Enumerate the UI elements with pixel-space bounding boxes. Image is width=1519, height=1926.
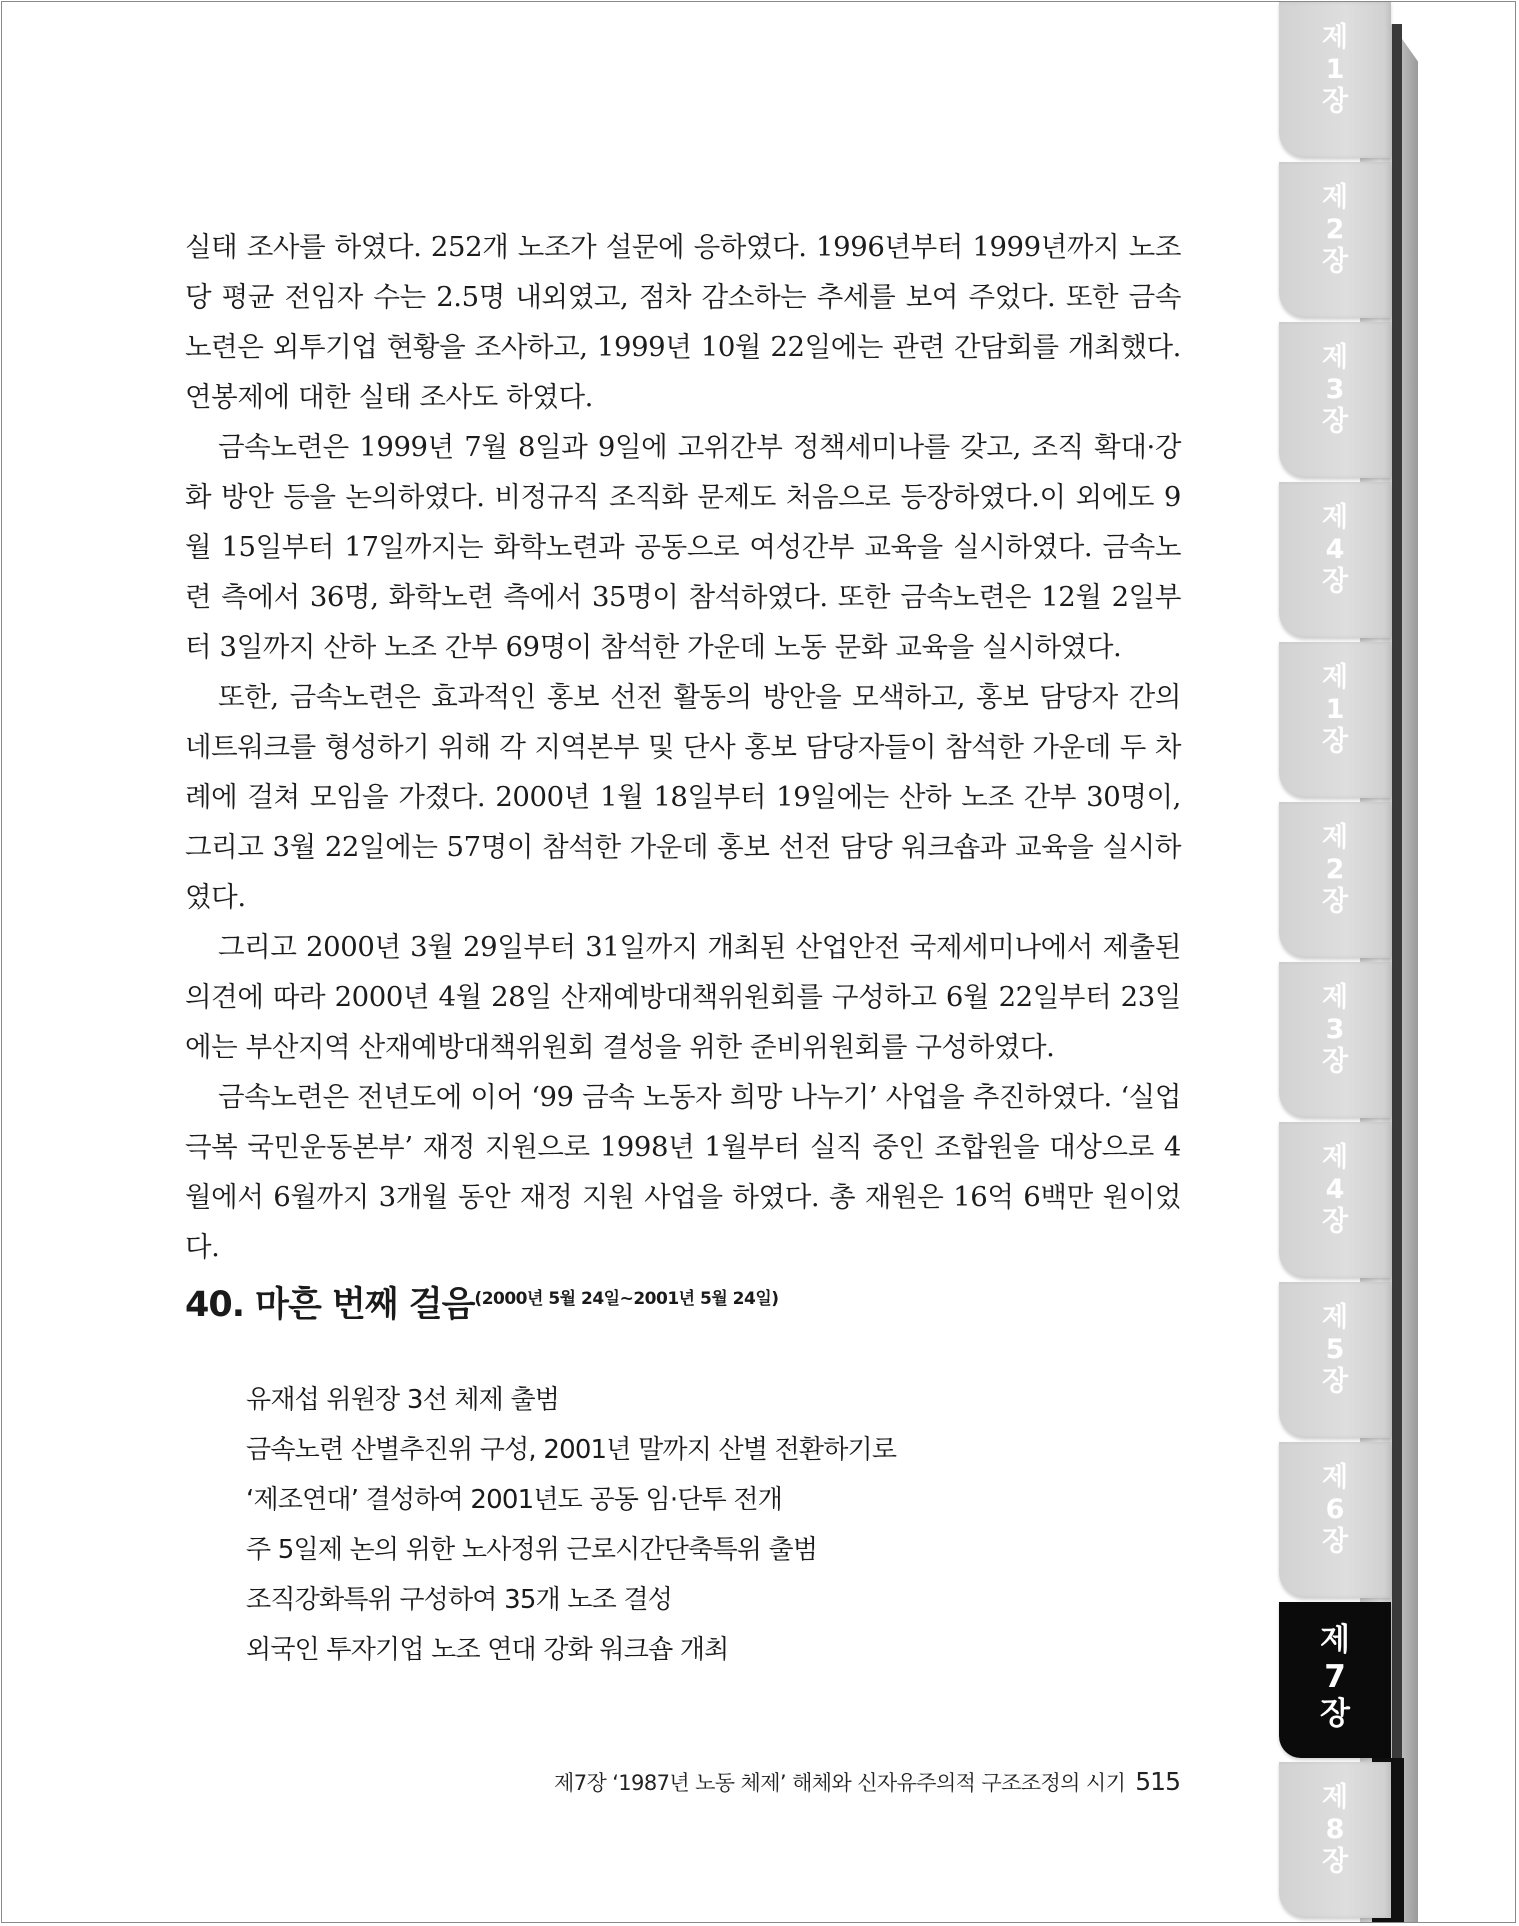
chapter-tab[interactable] (1279, 482, 1391, 638)
summary-item: 조직강화특위 구성하여 35개 노조 결성 (246, 1585, 673, 1615)
chapter-tab-label: 제 (1321, 22, 1349, 53)
section-title: 40. 마흔 번째 걸음 (185, 1285, 475, 1325)
section-summary-list (246, 1375, 896, 1675)
chapter-tab[interactable] (1279, 1762, 1391, 1918)
section-period: (2000년 5월 24일~2001년 5월 24일) (474, 1289, 779, 1309)
chapter-tab-label: 장 (1321, 726, 1349, 757)
summary-item: 금속노련 산별추진위 구성, 2001년 말까지 산별 전환하기로 (246, 1435, 897, 1465)
chapter-tab[interactable] (1279, 962, 1391, 1118)
chapter-tab[interactable] (1279, 1282, 1391, 1438)
summary-item: 유재섭 위원장 3선 체제 출범 (246, 1385, 560, 1415)
chapter-tab-label: 제 (1321, 822, 1349, 853)
chapter-tab-label: 장 (1321, 1366, 1349, 1397)
body-text (185, 222, 1181, 1272)
chapter-tab-label: 장 (1320, 1696, 1350, 1732)
chapter-tab[interactable] (1279, 2, 1391, 158)
chapter-tab-label: 2 (1325, 214, 1345, 245)
chapter-tab[interactable] (1279, 642, 1391, 798)
paragraph: 그리고 2000년 3월 29일부터 31일까지 개최된 산업안전 국제세미나에서 제출된 의견에 따라 2000년 4월 28일 산재예방대책위원회를 구성하고 6월 22일부터 23일에는 부산지역 산재예방대책위원회 결성을 위한 준비위원회를 구성하였다. (185, 931, 1181, 1063)
chapter-tab-label: 제 (1321, 982, 1349, 1013)
chapter-tab[interactable] (1279, 1602, 1391, 1758)
chapter-tab-label: 장 (1321, 246, 1349, 277)
chapter-tab-label: 3 (1325, 374, 1345, 405)
chapter-tab-label: 제 (1321, 1462, 1349, 1493)
chapter-tab-label: 8 (1325, 1814, 1345, 1845)
paragraph: 또한, 금속노련은 효과적인 홍보 선전 활동의 방안을 모색하고, 홍보 담당자 간의 네트워크를 형성하기 위해 각 지역본부 및 단사 홍보 담당자들이 참석한 가운데 두 차례에 걸쳐 모임을 가졌다. 2000년 1월 18일부터 19일에는 산하 노조 간부 30명이, 그리고 3월 22일에는 57명이 참석한 가운데 홍보 선전 담당 워크숍과 교육을 실시하였다. (185, 681, 1181, 913)
summary-item: 주 5일제 논의 위한 노사정위 근로시간단축특위 출범 (246, 1535, 818, 1565)
chapter-tab[interactable] (1279, 162, 1391, 318)
chapter-tab-label: 장 (1321, 1206, 1349, 1237)
chapter-tab-label: 제 (1321, 662, 1349, 693)
chapter-tab-label: 6 (1325, 1494, 1345, 1525)
chapter-tab-label: 장 (1321, 86, 1349, 117)
chapter-tab-label: 1 (1325, 694, 1345, 725)
chapter-tab-label: 장 (1321, 406, 1349, 437)
book-spine-shadow (1392, 24, 1402, 1922)
page-number: 515 (1135, 1767, 1180, 1796)
chapter-tab-label: 장 (1321, 1046, 1349, 1077)
chapter-tab[interactable] (1279, 322, 1391, 478)
summary-item: ‘제조연대’ 결성하여 2001년도 공동 임·단투 전개 (246, 1485, 783, 1515)
chapter-tab-label: 4 (1325, 1174, 1345, 1205)
chapter-tab-label: 장 (1321, 566, 1349, 597)
chapter-tab[interactable] (1279, 1122, 1391, 1278)
chapter-tab-label: 제 (1321, 502, 1349, 533)
chapter-tab-label: 3 (1325, 1014, 1345, 1045)
chapter-tab-label: 제 (1321, 342, 1349, 373)
chapter-tab-label: 제 (1321, 1782, 1349, 1813)
footer-chapter-title: 제7장 ‘1987년 노동 체제’ 해체와 신자유주의적 구조조정의 시기 (554, 1771, 1126, 1795)
chapter-tab-label: 제 (1321, 182, 1349, 213)
chapter-tab-label: 장 (1321, 886, 1349, 917)
page-footer (540, 1767, 1180, 1797)
chapter-tab[interactable] (1279, 802, 1391, 958)
summary-item: 외국인 투자기업 노조 연대 강화 워크숍 개최 (246, 1635, 729, 1665)
chapter-tab-label: 5 (1325, 1334, 1345, 1365)
section-heading (185, 1277, 779, 1327)
chapter-tab-strip (1279, 0, 1391, 1926)
chapter-tab-label: 2 (1325, 854, 1345, 885)
chapter-tab-label: 1 (1325, 54, 1345, 85)
paragraph: 실태 조사를 하였다. 252개 노조가 설문에 응하였다. 1996년부터 1999년까지 노조당 평균 전임자 수는 2.5명 내외였고, 점차 감소하는 추세를 보여 주었다. 또한 금속노련은 외투기업 현황을 조사하고, 1999년 10월 22일에는 관련 간담회를 개최했다. 연봉제에 대한 실태 조사도 하였다. (185, 231, 1181, 413)
chapter-tab-label: 제 (1321, 1142, 1349, 1173)
chapter-tab-label: 4 (1325, 534, 1345, 565)
chapter-tab-label: 제 (1321, 1302, 1349, 1333)
chapter-tab[interactable] (1279, 1442, 1391, 1598)
chapter-tab-label: 제 (1320, 1622, 1350, 1658)
chapter-tab-label: 장 (1321, 1846, 1349, 1877)
paragraph: 금속노련은 1999년 7월 8일과 9일에 고위간부 정책세미나를 갖고, 조직 확대·강화 방안 등을 논의하였다. 비정규직 조직화 문제도 처음으로 등장하였다.이 외에도 9월 15일부터 17일까지는 화학노련과 공동으로 여성간부 교육을 실시하였다. 금속노련 측에서 36명, 화학노련 측에서 35명이 참석하였다. 또한 금속노련은 12월 2일부터 3일까지 산하 노조 간부 69명이 참석한 가운데 노동 문화 교육을 실시하였다. (185, 431, 1181, 663)
paragraph: 금속노련은 전년도에 이어 ‘99 금속 노동자 희망 나누기’ 사업을 추진하였다. ‘실업극복 국민운동본부’ 재정 지원으로 1998년 1월부터 실직 중인 조합원을 대상으로 4월에서 6월까지 3개월 동안 재정 지원 사업을 하였다. 총 재원은 16억 6백만 원이었다. (185, 1081, 1181, 1263)
chapter-tab-label: 장 (1321, 1526, 1349, 1557)
chapter-tab-label: 7 (1324, 1659, 1346, 1695)
